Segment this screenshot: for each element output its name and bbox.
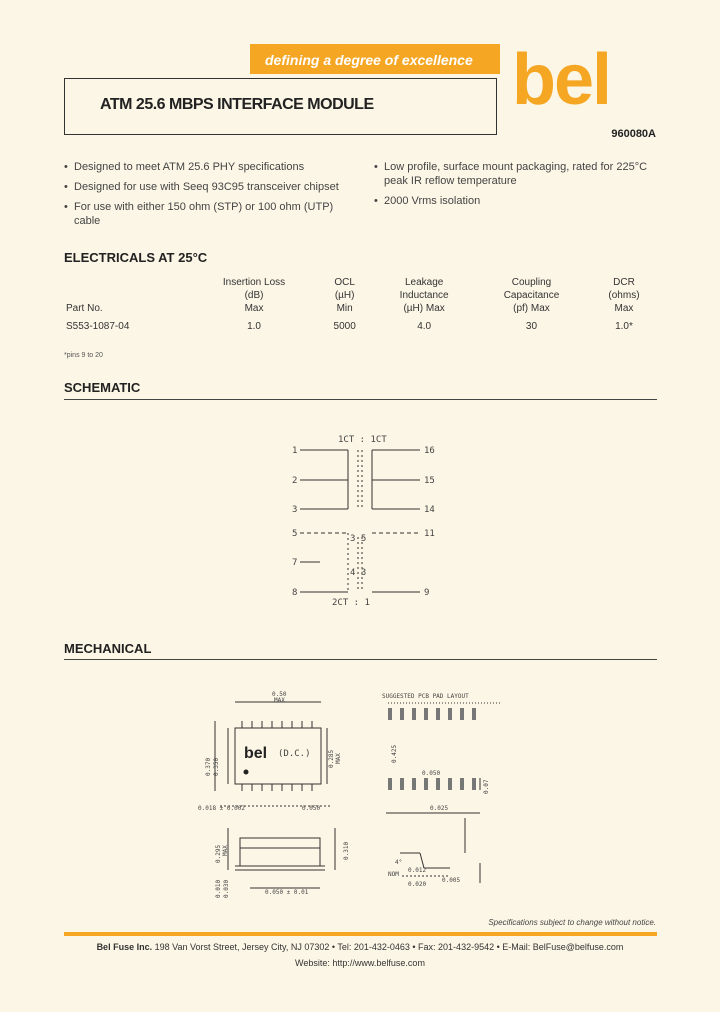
col-dcr: DCR (ohms) Max bbox=[608, 277, 640, 314]
list-item: • Low profile, surface mount packaging, rated for 225°C peak IR reflow temperature bbox=[374, 160, 659, 188]
col-insertion-loss: Insertion Loss (dB) Max bbox=[222, 277, 286, 314]
tagline: defining a degree of excellence bbox=[265, 52, 473, 68]
foot-angle: 4° bbox=[395, 859, 403, 866]
pin-label: 5 bbox=[292, 529, 298, 539]
cell-dcr: 1.0* bbox=[615, 321, 633, 332]
col-ocl: OCL (µH) Min bbox=[334, 277, 355, 314]
dim-side-total: 0.310 bbox=[343, 841, 350, 860]
electricals-heading: ELECTRICALS AT 25°C bbox=[64, 250, 208, 265]
dim-lead-span: 0.050 ± 0.01 bbox=[265, 889, 309, 896]
foot-dim-a: 0.012 bbox=[408, 867, 427, 874]
chip-logo: bel bbox=[244, 745, 268, 762]
list-item: • Designed to meet ATM 25.6 PHY specifications bbox=[64, 160, 354, 174]
table-header-row bbox=[60, 276, 660, 315]
dim-width: 0.50 bbox=[272, 691, 287, 698]
mechanical-heading: MECHANICAL bbox=[64, 641, 152, 656]
dim-side-max-unit: MAX bbox=[222, 845, 229, 856]
pin-label: 11 bbox=[424, 529, 435, 539]
top-ratio-label: 1CT : 1CT bbox=[338, 435, 387, 445]
table-footnote: *pins 9 to 20 bbox=[64, 352, 103, 359]
foot-dim-c: 0.020 bbox=[408, 881, 427, 888]
dim-width-unit: MAX bbox=[274, 697, 285, 704]
pin-label: 9 bbox=[424, 588, 430, 598]
schematic-diagram bbox=[280, 425, 450, 610]
list-item: • Designed for use with Seeq 93C95 transceiver chipset bbox=[64, 180, 354, 194]
dim-pad-h: 0.425 bbox=[391, 744, 398, 763]
dim-height-a: 0.370 bbox=[205, 757, 212, 776]
bel-logo: bel bbox=[512, 40, 611, 120]
dim-lead-b: 0.030 bbox=[223, 879, 230, 898]
document-number: 960080A bbox=[611, 128, 656, 140]
footer-address-line bbox=[0, 942, 720, 952]
electricals-table bbox=[60, 276, 660, 332]
list-item: • 2000 Vrms isolation bbox=[374, 194, 664, 208]
windings-bottom-label: 4 3 bbox=[350, 568, 367, 578]
schematic-rule bbox=[64, 399, 657, 400]
dim-side-h: 0.050 bbox=[302, 805, 321, 812]
page-title: ATM 25.6 MBPS INTERFACE MODULE bbox=[100, 96, 374, 113]
feature-list-right bbox=[374, 160, 664, 214]
cell-insertion-loss: 1.0 bbox=[247, 321, 261, 332]
dim-pad-pitch: 0.050 bbox=[422, 770, 441, 777]
foot-nom: NOM bbox=[388, 871, 399, 878]
dim-pad-w: 0.025 bbox=[430, 805, 449, 812]
pin-label: 3 bbox=[292, 505, 298, 515]
pin-label: 15 bbox=[424, 476, 435, 486]
pin-label: 7 bbox=[292, 558, 298, 568]
feature-list-left bbox=[64, 160, 354, 234]
footer-rule bbox=[64, 932, 657, 936]
spec-notice: Specifications subject to change without notice. bbox=[488, 918, 656, 927]
dim-pad-gap: 0.07 bbox=[483, 779, 490, 794]
pin-label: 1 bbox=[292, 446, 298, 456]
dim-lead-a: 0.010 bbox=[215, 879, 222, 898]
col-part-no: Part No. bbox=[66, 303, 103, 314]
schematic-heading: SCHEMATIC bbox=[64, 380, 141, 395]
pin-label: 8 bbox=[292, 588, 298, 598]
mechanical-rule bbox=[64, 659, 657, 660]
company-website[interactable]: Website: http://www.belfuse.com bbox=[295, 958, 425, 968]
pin-label: 16 bbox=[424, 446, 435, 456]
pin-label: 2 bbox=[292, 476, 298, 486]
company-address: 198 Van Vorst Street, Jersey City, NJ 07302 • Tel: 201-432-0463 • Fax: 201-432-9542 • E-Mail: BelFuse@belfuse.com bbox=[152, 942, 624, 952]
dim-side-max: 0.295 bbox=[215, 844, 222, 863]
list-item: • For use with either 150 ohm (STP) or 100 ohm (UTP) cable bbox=[64, 200, 344, 228]
company-name: Bel Fuse Inc. bbox=[96, 942, 153, 952]
dim-height-c: 0.285 bbox=[328, 749, 335, 768]
pin-label: 14 bbox=[424, 505, 435, 515]
cell-coupling: 30 bbox=[525, 321, 538, 332]
col-leakage: Leakage Inductance (µH) Max bbox=[399, 277, 449, 314]
foot-dim-b: 0.005 bbox=[442, 877, 461, 884]
bottom-ratio-label: 2CT : 1 bbox=[332, 598, 370, 608]
dim-height-c-unit: MAX bbox=[335, 753, 342, 764]
cell-ocl: 5000 bbox=[333, 321, 356, 332]
cell-part-no: S553-1087-04 bbox=[66, 321, 130, 332]
chip-date-code: (D.C.) bbox=[278, 749, 311, 759]
pin-one-dot bbox=[244, 770, 249, 775]
windings-top-label: 3 5 bbox=[350, 534, 367, 544]
pad-layout-title: SUGGESTED PCB PAD LAYOUT bbox=[382, 693, 469, 700]
col-coupling: Coupling Capacitance (pf) Max bbox=[503, 277, 560, 314]
table-row bbox=[60, 315, 660, 332]
mechanical-drawing bbox=[190, 688, 510, 906]
dim-height-b: 0.350 bbox=[213, 757, 220, 776]
cell-leakage: 4.0 bbox=[417, 321, 432, 332]
dim-pitch: 0.018 ± 0.002 bbox=[198, 805, 245, 812]
